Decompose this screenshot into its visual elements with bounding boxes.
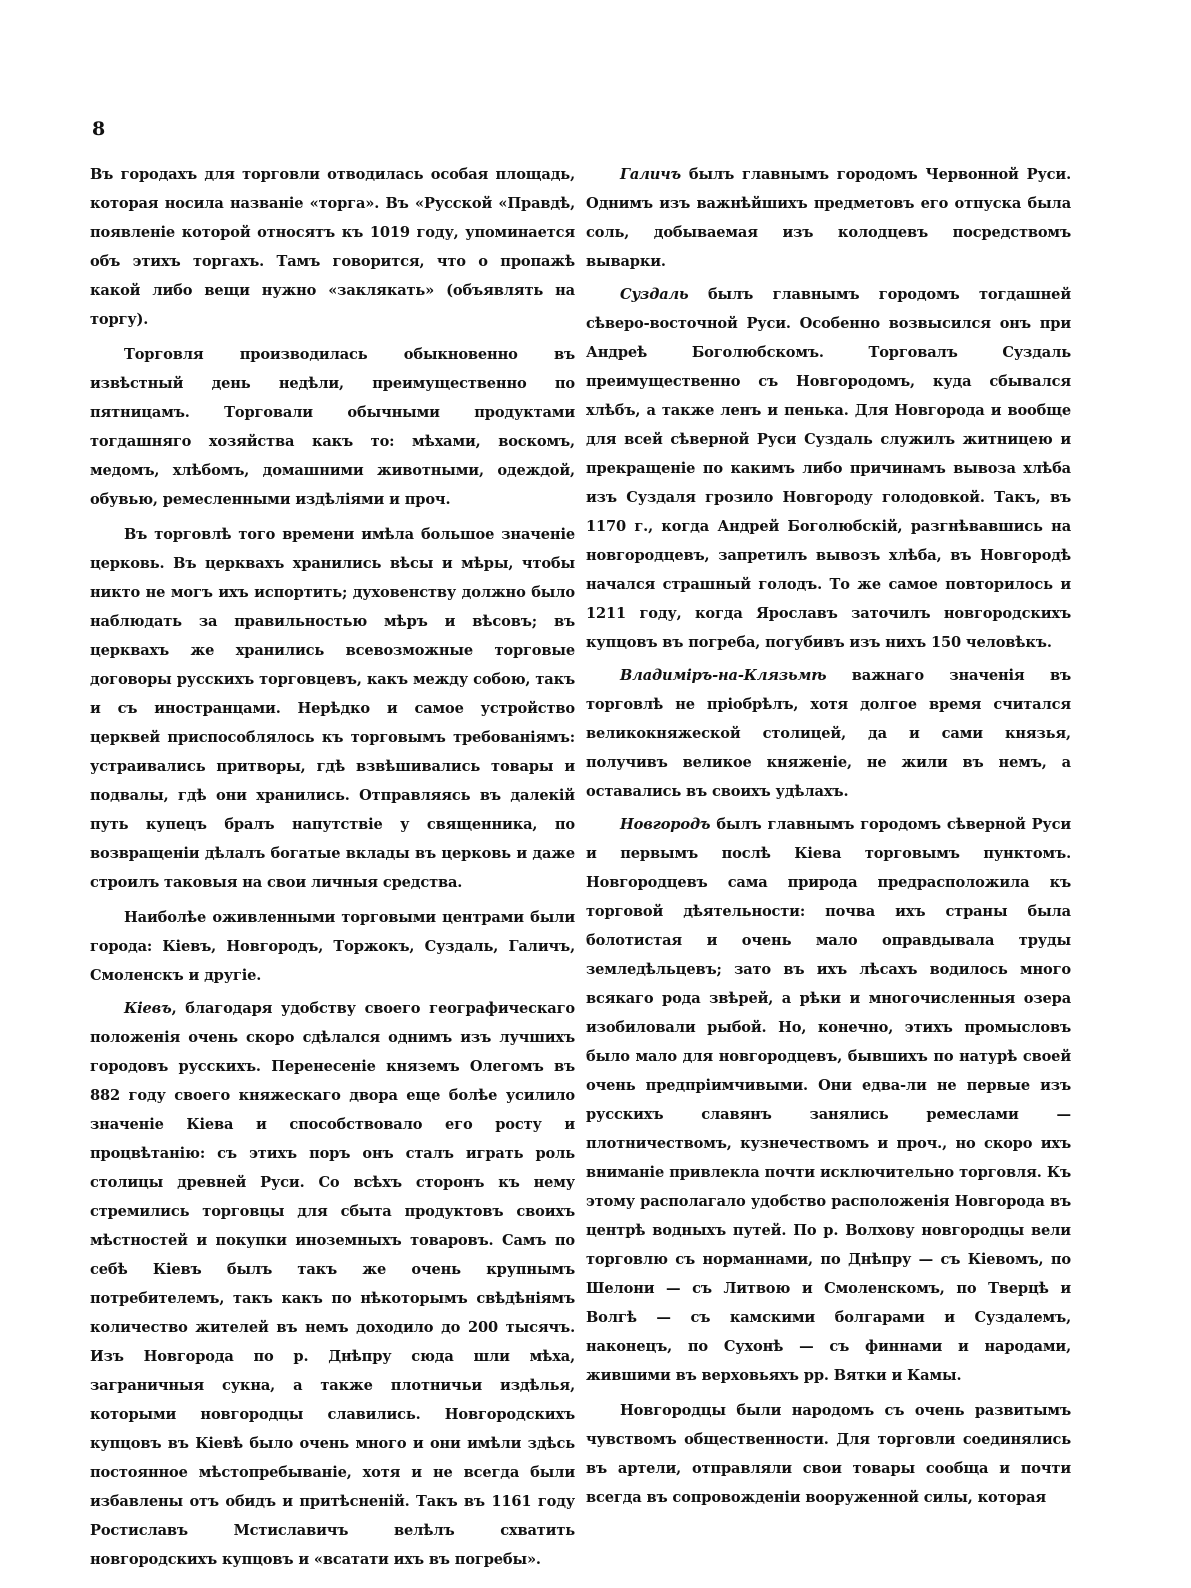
paragraph-suzdal-text: былъ главнымъ городомъ тогдашней сѣверо-восточной Руси. Особенно возвысился онъ при Андреѣ Боголюбскомъ. Торговалъ Суздаль преимущественно съ Новгородомъ, куда сбывался хлѣбъ, а также ленъ и пенька. Для Новгорода и вообще для всей сѣверной Руси Суздаль служилъ житницею и прекращеніе по какимъ либо причинамъ вывоза хлѣба изъ Суздаля грозило Новгороду голодовкой. Такъ, въ 1170 г., когда Андрей Боголюбскій, разгнѣвавшись на новгородцевъ, запретилъ вывозъ хлѣба, въ Новгородѣ начался страшный голодъ. То же самое повторилось и 1211 году, когда Ярославъ заточилъ новгородскихъ купцовъ въ погреба, погубивъ изъ нихъ 150 человѣкъ. xyxy=(586,286,1071,651)
city-name-novgorod: Новгородъ xyxy=(620,816,711,833)
paragraph-trade-squares: Въ городахъ для торговли отводилась особая площадь, которая носила названіе «торга». Въ «Русской «Правдѣ, появленіе которой относятъ къ 1019 году, упоминается объ этихъ торгахъ. Тамъ говорится, что о пропажѣ какой либо вещи нужно «заклякать» (объявлять на торгу). xyxy=(90,166,575,328)
paragraph-trade-days: Торговля производилась обыкновенно въ извѣстный день недѣли, преимущественно по пятницамъ. Торговали обычными продуктами тогдашняго хозяйства какъ то: мѣхами, воскомъ, медомъ, хлѣбомъ, домашними животными, одеждой, обувью, ремесленными издѣліями и проч. xyxy=(90,346,575,508)
paragraph-galich xyxy=(586,160,1071,276)
paragraph-vladimir xyxy=(586,661,1071,806)
page-number: 8 xyxy=(92,118,106,140)
paragraph-novgorod xyxy=(586,810,1071,1390)
city-name-suzdal: Суздаль xyxy=(620,286,689,303)
city-name-galich: Галичъ xyxy=(620,166,681,183)
paragraph-kiev-text: , благодаря удобству своего географическаго положенія очень скоро сдѣлался однимъ изъ лучшихъ городовъ русскихъ. Перенесеніе княземъ Олегомъ въ 882 году своего княжескаго двора еще болѣе усилило значеніе Кіева и способствовало его росту и процвѣтанію: съ этихъ поръ онъ сталъ играть роль столицы древней Руси. Со всѣхъ сторонъ къ нему стремились торговцы для сбыта продуктовъ своихъ мѣстностей и покупки иноземныхъ товаровъ. Самъ по себѣ Кіевъ былъ такъ же очень крупнымъ потребителемъ, такъ какъ по нѣкоторымъ свѣдѣніямъ количество жителей въ немъ доходило до 200 тысячъ. Изъ Новгорода по р. Днѣпру сюда шли мѣха, заграничныя сукна, а также плотничьи издѣлья, которыми новгородцы славились. Новгородскихъ купцовъ въ Кіевѣ было очень много и они имѣли здѣсь постоянное мѣстопребываніе, хотя и не всегда были избавлены отъ обидъ и притѣсненій. Такъ въ 1161 году Ростиславъ Мстиславичъ велѣлъ схватить новгородскихъ купцовъ и «всатати ихъ въ погребы». xyxy=(90,1000,575,1568)
paragraph-vladimir-text: важнаго значенія въ торговлѣ не пріобрѣлъ, хотя долгое время считался великокняжеской столицей, да и сами князья, получивъ великое княженіе, не жили въ немъ, а оставались въ своихъ удѣлахъ. xyxy=(586,667,1071,800)
paragraph-trade-centers: Наиболѣе оживленными торговыми центрами были города: Кіевъ, Новгородъ, Торжокъ, Суздаль, Галичъ, Смоленскъ и другіе. xyxy=(90,909,575,984)
paragraph-kiev xyxy=(90,994,575,1574)
paragraph-church-role: Въ торговлѣ того времени имѣла большое значеніе церковь. Въ церквахъ хранились вѣсы и мѣры, чтобы никто не могъ ихъ испортить; духовенству должно было наблюдать за правильностью мѣръ и вѣсовъ; въ церквахъ же хранились всевозможные торговые договоры русскихъ торговцевъ, какъ между собою, такъ и съ иностранцами. Нерѣдко и самое устройство церквей приспособлялось къ торговымъ требованіямъ: устраивались притворы, гдѣ взвѣшивались товары и подвалы, гдѣ они хранились. Отправляясь въ далекій путь купецъ бралъ напутствіе у священника, по возвращеніи дѣлалъ богатые вклады въ церковь и даже строилъ таковыя на свои личныя средства. xyxy=(90,526,575,891)
paragraph-galich-text: былъ главнымъ городомъ Червонной Руси. Однимъ изъ важнѣйшихъ предметовъ его отпуска была соль, добываемая изъ колодцевъ посредствомъ выварки. xyxy=(586,166,1071,270)
paragraph-suzdal xyxy=(586,280,1071,657)
city-name-kiev: Кіевъ xyxy=(124,1000,172,1017)
left-column xyxy=(90,160,575,1578)
right-column xyxy=(586,160,1071,1516)
city-name-vladimir: Владиміръ-на-Клязьмѣ xyxy=(620,667,827,684)
paragraph-novgorod-society: Новгородцы были народомъ съ очень развитымъ чувствомъ общественности. Для торговли соединялись въ артели, отправляли свои товары сообща и почти всегда въ сопровожденіи вооруженной силы, которая xyxy=(586,1402,1071,1506)
paragraph-novgorod-text: былъ главнымъ городомъ сѣверной Руси и первымъ послѣ Кіева торговымъ пунктомъ. Новгородцевъ сама природа предрасположила къ торговой дѣятельности: почва ихъ страны была болотистая и очень мало оправдывала труды земледѣльцевъ; зато въ ихъ лѣсахъ водилось много всякаго рода звѣрей, а рѣки и многочисленныя озера изобиловали рыбой. Но, конечно, этихъ промысловъ было мало для новгородцевъ, бывшихъ по натурѣ своей очень предпріимчивыми. Они едва-ли не первые изъ русскихъ славянъ занялись ремеслами — плотничествомъ, кузнечествомъ и проч., но скоро ихъ вниманіе привлекла почти исключительно торговля. Къ этому располагало удобство расположенія Новгорода въ центрѣ водныхъ путей. По р. Волхову новгородцы вели торговлю съ норманнами, по Днѣпру — съ Кіевомъ, по Шелони — съ Литвою и Смоленскомъ, по Тверцѣ и Волгѣ — съ камскими болгарами и Суздалемъ, наконецъ, по Сухонѣ — съ финнами и народами, жившими въ верховьяхъ рр. Вятки и Камы. xyxy=(586,816,1071,1384)
